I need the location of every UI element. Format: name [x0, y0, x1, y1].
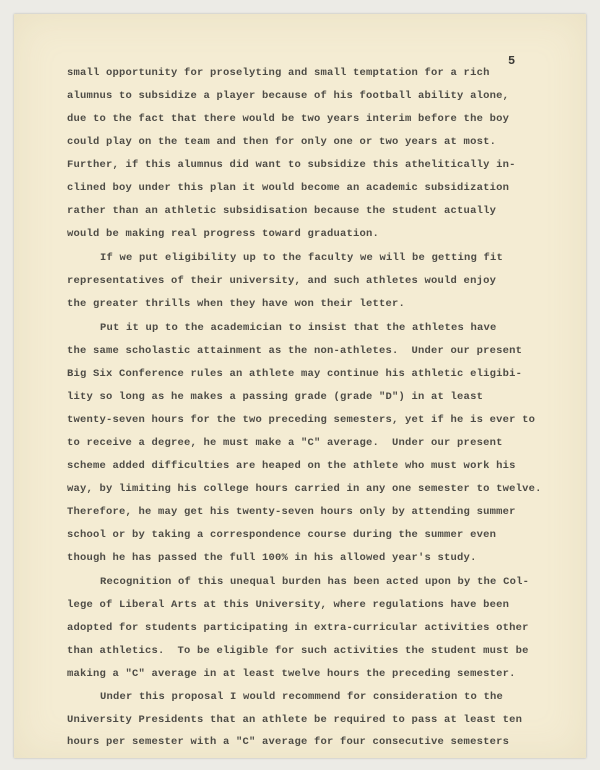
text-line: Recognition of this unequal burden has been acted upon by the Col- — [100, 576, 530, 588]
document-page — [14, 14, 586, 758]
text-line: the same scholastic attainment as the non-athletes. Under our present — [67, 345, 523, 357]
text-line: though he has passed the full 100% in his allowed year's study. — [67, 552, 477, 564]
text-line: way, by limiting his college hours carried in any one semester to twelve. — [67, 483, 542, 495]
text-line: Put it up to the academician to insist that the athletes have — [100, 322, 497, 334]
text-line: twenty-seven hours for the two preceding semesters, yet if he is ever to — [67, 414, 536, 426]
text-line: lity so long as he makes a passing grade (grade "D") in at least — [67, 391, 484, 403]
text-line: rather than an athletic subsidisation because the student actually — [67, 205, 497, 217]
text-line: the greater thrills when they have won their letter. — [67, 298, 406, 310]
text-line: small opportunity for proselyting and small temptation for a rich — [67, 67, 490, 79]
page-number: 5 — [508, 54, 516, 68]
text-line: Big Six Conference rules an athlete may continue his athletic eligibi- — [67, 368, 523, 380]
text-line: than athletics. To be eligible for such activities the student must be — [67, 645, 529, 657]
text-line: Further, if this alumnus did want to subsidize this athelitically in- — [67, 159, 516, 171]
text-line: hours per semester with a "C" average for four consecutive semesters — [67, 736, 510, 748]
text-line: representatives of their university, and such athletes would enjoy — [67, 275, 497, 287]
text-line: Under this proposal I would recommend for consideration to the — [100, 691, 504, 703]
text-line: making a "C" average in at least twelve hours the preceding semester. — [67, 668, 516, 680]
body-text — [14, 14, 586, 758]
text-line: due to the fact that there would be two years interim before the boy — [67, 113, 510, 125]
text-line: clined boy under this plan it would become an academic subsidization — [67, 182, 510, 194]
text-line: If we put eligibility up to the faculty we will be getting fit — [100, 252, 504, 264]
text-line: lege of Liberal Arts at this University, where regulations have been — [67, 599, 510, 611]
text-line: Therefore, he may get his twenty-seven hours only by attending summer — [67, 506, 516, 518]
text-line: to receive a degree, he must make a "C" average. Under our present — [67, 437, 503, 449]
text-line: adopted for students participating in extra-curricular activities other — [67, 622, 529, 634]
text-line: could play on the team and then for only one or two years at most. — [67, 136, 497, 148]
text-line: alumnus to subsidize a player because of his football ability alone, — [67, 90, 510, 102]
text-line: scheme added difficulties are heaped on the athlete who must work his — [67, 460, 516, 472]
text-line: University Presidents that an athlete be required to pass at least ten — [67, 714, 523, 726]
text-line: would be making real progress toward graduation. — [67, 228, 380, 240]
text-line: school or by taking a correspondence course during the summer even — [67, 529, 497, 541]
